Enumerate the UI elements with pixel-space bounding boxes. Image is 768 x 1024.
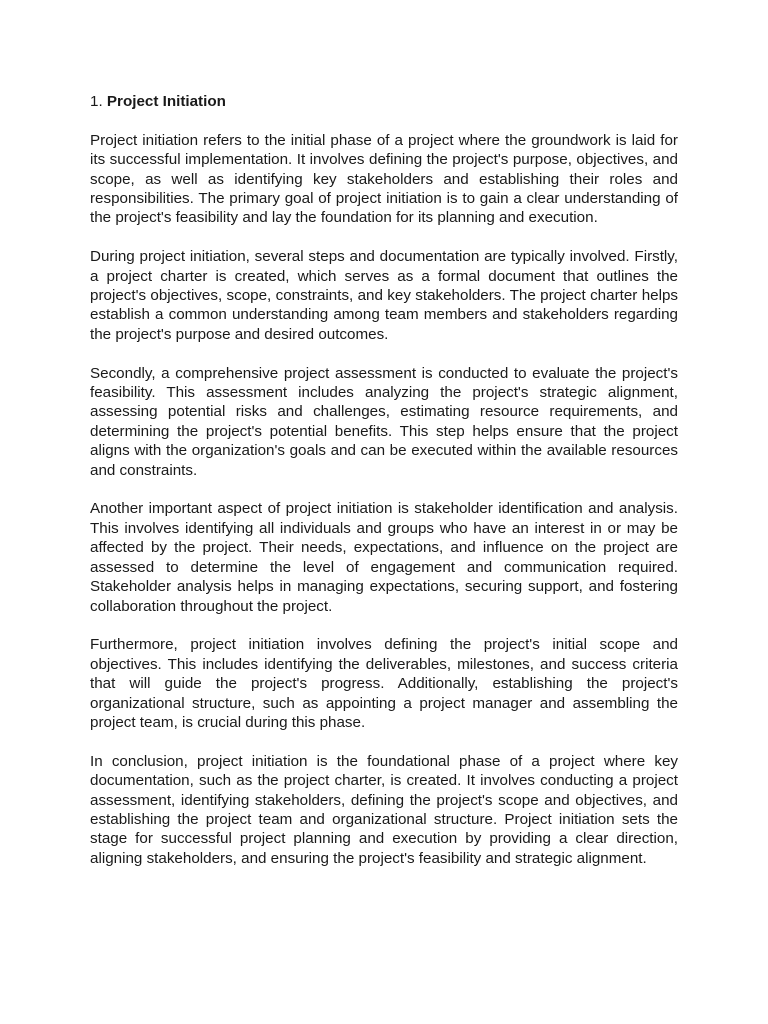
paragraph-scope-objectives: Furthermore, project initiation involves defining the project's initial scope and objectives. This includes identifying the deliverables, milestones, and success criteria that will guide the project's progress. Additionally, establishing the project's organizational structure, such as appointing a project manager and assembling the project team, is crucial during this phase. [90, 636, 678, 731]
section-title: Project Initiation [106, 93, 226, 110]
section-heading [90, 92, 678, 111]
paragraph-definition: Project initiation refers to the initial phase of a project where the groundwork is laid for its successful implementation. It involves defining the project's purpose, objectives, and scope, as well as identifying key stakeholders and establishing their roles and responsibilities. The primary goal of project initiation is to gain a clear understanding of the project's feasibility and lay the foundation for its planning and execution. [90, 131, 678, 227]
paragraph-project-charter: During project initiation, several steps and documentation are typically involved. Firstly, a project charter is created, which serves as a formal document that outlines the project's objectives, scope, constraints, and key stakeholders. The project charter helps establish a common understanding among team members and stakeholders regarding the project's purpose and desired outcomes. [90, 248, 678, 343]
document-page [90, 92, 678, 888]
paragraph-project-assessment: Secondly, a comprehensive project assessment is conducted to evaluate the project's feasibility. This assessment includes analyzing the project's strategic alignment, assessing potential risks and challenges, estimating resource requirements, and determining the project's potential benefits. This step helps ensure that the project aligns with the organization's goals and can be executed within the available resources and constraints. [90, 364, 678, 479]
paragraph-stakeholder-analysis: Another important aspect of project initiation is stakeholder identification and analysis. This involves identifying all individuals and groups who have an interest in or may be affected by the project. Their needs, expectations, and influence on the project are assessed to determine the level of engagement and communication required. Stakeholder analysis helps in managing expectations, securing support, and fostering collaboration throughout the project. [90, 500, 678, 615]
paragraph-conclusion: In conclusion, project initiation is the foundational phase of a project where key documentation, such as the project charter, is created. It involves conducting a project assessment, identifying stakeholders, defining the project's scope and objectives, and establishing the project team and organizational structure. Project initiation sets the stage for successful project planning and execution by providing a clear direction, aligning stakeholders, and ensuring the project's feasibility and strategic alignment. [90, 752, 678, 867]
section-number: 1. [90, 93, 103, 110]
